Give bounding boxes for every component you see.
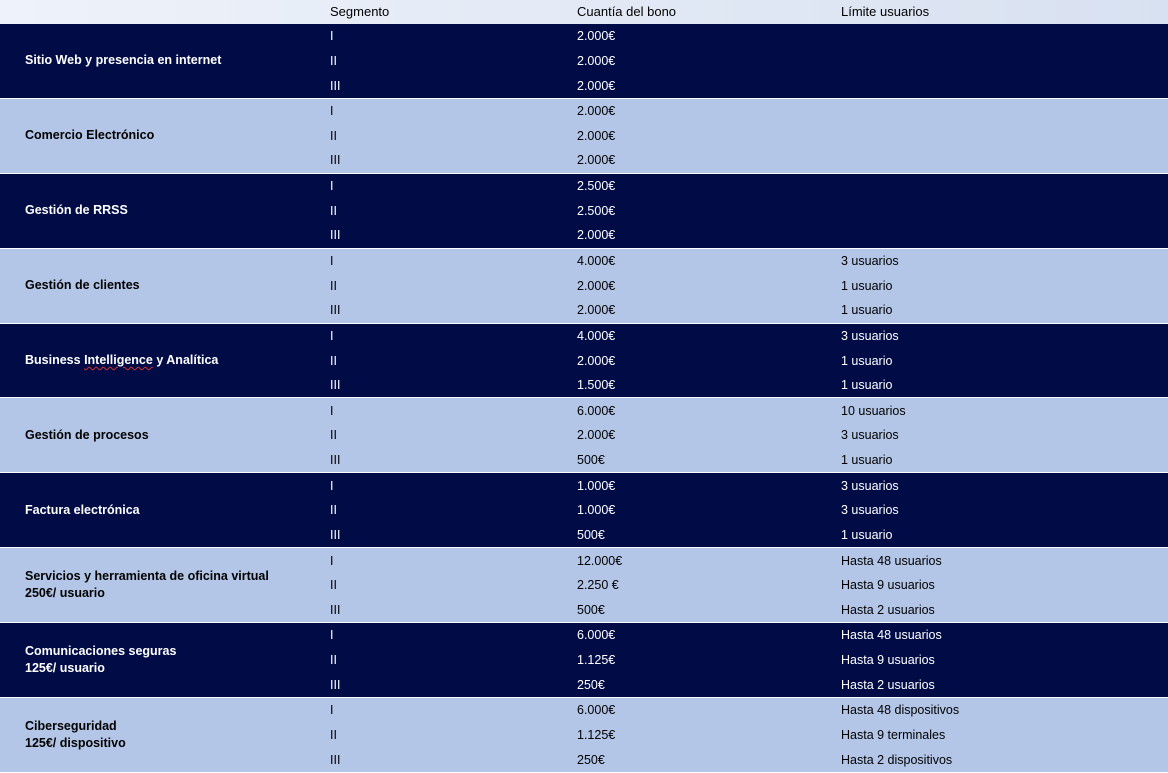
amount-cell: 6.000€	[577, 403, 616, 418]
amount-cell: 2.000€	[577, 353, 616, 368]
amount-cell: 2.000€	[577, 228, 616, 243]
segment-cell: II	[330, 578, 337, 593]
segment-cell: II	[330, 53, 337, 68]
table-body	[0, 24, 1168, 773]
amount-cell: 4.000€	[577, 328, 616, 343]
segment-cell: III	[330, 303, 341, 318]
limit-cell: 3 usuarios	[841, 478, 899, 493]
limit-cell: 1 usuario	[841, 278, 893, 293]
limit-cell: 3 usuarios	[841, 328, 899, 343]
category-group	[0, 473, 1168, 548]
category-label-line: Comunicaciones seguras	[25, 644, 177, 659]
segment-cell: I	[330, 29, 334, 44]
category-label	[25, 623, 315, 697]
amount-cell: 2.000€	[577, 78, 616, 93]
category-group	[0, 99, 1168, 174]
amount-cell: 2.500€	[577, 203, 616, 218]
limit-cell: 1 usuario	[841, 378, 893, 393]
amount-cell: 12.000€	[577, 553, 623, 568]
amount-cell: 2.500€	[577, 179, 616, 194]
amount-cell: 6.000€	[577, 628, 616, 643]
amount-cell: 2.000€	[577, 104, 616, 119]
segment-cell: I	[330, 179, 334, 194]
segment-cell: II	[330, 203, 337, 218]
limit-cell: Hasta 9 usuarios	[841, 578, 935, 593]
segment-cell: I	[330, 328, 334, 343]
category-label	[25, 698, 315, 772]
segment-cell: III	[330, 78, 341, 93]
spellcheck-flagged-word: Intelligence	[84, 353, 153, 367]
amount-cell: 1.500€	[577, 378, 616, 393]
limit-cell: 3 usuarios	[841, 428, 899, 443]
amount-cell: 2.250 €	[577, 578, 619, 593]
segment-cell: I	[330, 703, 334, 718]
category-group	[0, 324, 1168, 399]
limit-cell: Hasta 9 usuarios	[841, 653, 935, 668]
segment-cell: II	[330, 503, 337, 518]
amount-cell: 250€	[577, 677, 605, 692]
limit-cell: Hasta 2 usuarios	[841, 602, 935, 617]
limit-cell: Hasta 48 dispositivos	[841, 703, 960, 718]
segment-cell: III	[330, 527, 341, 542]
category-group	[0, 174, 1168, 249]
segment-cell: I	[330, 104, 334, 119]
amount-cell: 6.000€	[577, 703, 616, 718]
amount-cell: 250€	[577, 752, 605, 767]
segment-cell: II	[330, 278, 337, 293]
category-group	[0, 698, 1168, 773]
segment-cell: III	[330, 153, 341, 168]
category-label-line: Gestión de procesos	[25, 427, 149, 442]
category-label-line: Comercio Electrónico	[25, 128, 155, 143]
amount-cell: 2.000€	[577, 303, 616, 318]
category-group	[0, 623, 1168, 698]
amount-cell: 1.125€	[577, 727, 616, 742]
segment-cell: I	[330, 253, 334, 268]
category-label	[25, 24, 315, 98]
segment-cell: III	[330, 228, 341, 243]
segment-cell: III	[330, 752, 341, 767]
limit-cell: Hasta 2 dispositivos	[841, 752, 953, 767]
limit-cell: Hasta 48 usuarios	[841, 628, 942, 643]
limit-cell: 1 usuario	[841, 527, 893, 542]
amount-cell: 500€	[577, 527, 605, 542]
category-label-line: Gestión de RRSS	[25, 203, 128, 218]
segment-cell: I	[330, 403, 334, 418]
segment-cell: I	[330, 478, 334, 493]
segment-cell: III	[330, 453, 341, 468]
category-group	[0, 548, 1168, 623]
amount-cell: 1.000€	[577, 478, 616, 493]
amount-cell: 1.000€	[577, 503, 616, 518]
category-label-line: 125€/ usuario	[25, 661, 105, 676]
limit-cell: 10 usuarios	[841, 403, 906, 418]
header-segment: Segmento	[330, 4, 390, 19]
amount-cell: 2.000€	[577, 53, 616, 68]
segment-cell: II	[330, 653, 337, 668]
category-label-line: Servicios y herramienta de oficina virtual	[25, 569, 269, 584]
category-label	[25, 249, 315, 323]
segment-cell: II	[330, 727, 337, 742]
amount-cell: 500€	[577, 453, 605, 468]
category-label-line: 250€/ usuario	[25, 586, 105, 601]
segment-cell: I	[330, 553, 334, 568]
segment-cell: III	[330, 677, 341, 692]
segment-cell: II	[330, 353, 337, 368]
category-group	[0, 24, 1168, 99]
category-label-line: Factura electrónica	[25, 502, 140, 517]
header-limit: Límite usuarios	[841, 4, 930, 19]
segment-cell: I	[330, 628, 334, 643]
category-label	[25, 473, 315, 547]
amount-cell: 2.000€	[577, 29, 616, 44]
limit-cell: 1 usuario	[841, 353, 893, 368]
amount-cell: 1.125€	[577, 653, 616, 668]
category-group	[0, 398, 1168, 473]
category-label-line: Business Intelligence y Analítica	[25, 353, 219, 367]
amount-cell: 500€	[577, 602, 605, 617]
limit-cell: Hasta 2 usuarios	[841, 677, 935, 692]
category-label-line: Sitio Web y presencia en internet	[25, 53, 222, 68]
category-label-line: Gestión de clientes	[25, 278, 140, 293]
category-group	[0, 249, 1168, 324]
amount-cell: 2.000€	[577, 128, 616, 143]
amount-cell: 2.000€	[577, 153, 616, 168]
category-label	[25, 324, 315, 398]
limit-cell: 3 usuarios	[841, 253, 899, 268]
segment-cell: II	[330, 128, 337, 143]
limit-cell: 1 usuario	[841, 303, 893, 318]
category-label	[25, 398, 315, 472]
category-label-line: Ciberseguridad	[25, 718, 117, 733]
segment-cell: III	[330, 378, 341, 393]
limit-cell: Hasta 9 terminales	[841, 727, 946, 742]
amount-cell: 2.000€	[577, 278, 616, 293]
amount-cell: 2.000€	[577, 428, 616, 443]
segment-cell: II	[330, 428, 337, 443]
category-label	[25, 99, 315, 173]
limit-cell: 1 usuario	[841, 453, 893, 468]
category-label	[25, 548, 315, 622]
category-label	[25, 174, 315, 248]
header-amount: Cuantía del bono	[577, 4, 677, 19]
amount-cell: 4.000€	[577, 253, 616, 268]
category-label-line: 125€/ dispositivo	[25, 735, 126, 750]
limit-cell: 3 usuarios	[841, 503, 899, 518]
segment-cell: III	[330, 602, 341, 617]
limit-cell: Hasta 48 usuarios	[841, 553, 942, 568]
table-header	[0, 0, 1168, 24]
